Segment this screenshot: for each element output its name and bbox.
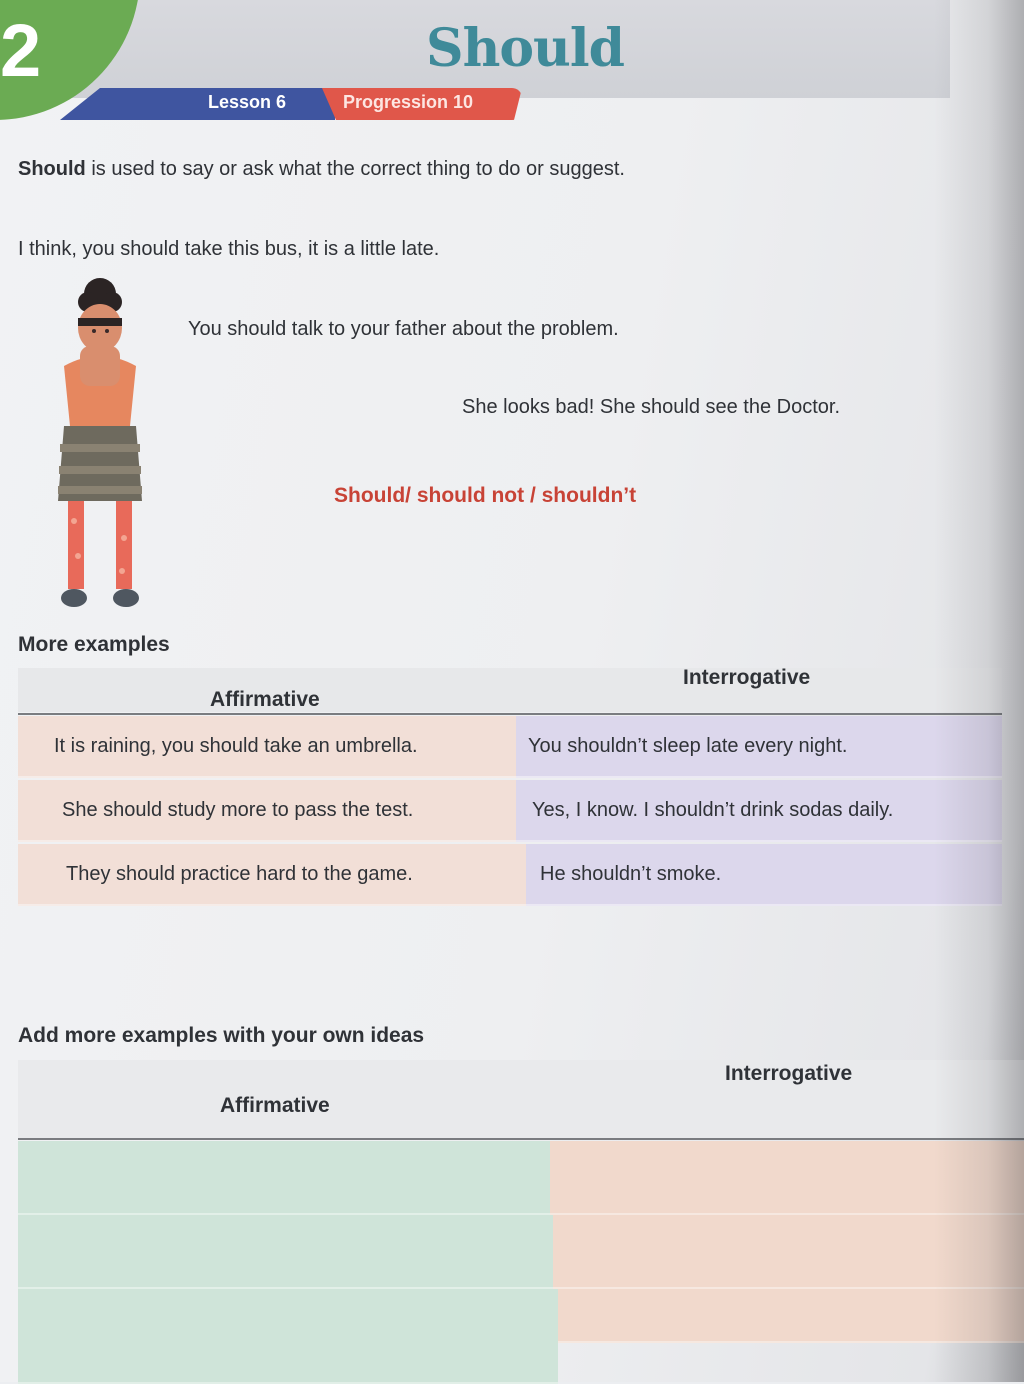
table-cell-affirmative: She should study more to pass the test. <box>18 780 516 842</box>
own-affirmative-header: Affirmative <box>220 1094 330 1117</box>
table-cell-interrogative: Yes, I know. I shouldn’t drink sodas daily. <box>516 780 1002 842</box>
header-rule <box>18 713 1002 715</box>
unit-number: 2 <box>0 9 42 92</box>
affirmative-header: Affirmative <box>210 688 320 711</box>
page-title: Should <box>426 18 624 79</box>
own-table-header-row <box>18 1060 1024 1138</box>
interrogative-header: Interrogative <box>683 666 811 689</box>
own-cell-affirmative[interactable] <box>18 1141 550 1215</box>
should-forms: Should/ should not / shouldn’t <box>334 484 637 507</box>
intro-bold-word: Should <box>18 158 86 180</box>
own-header-rule <box>18 1138 1024 1140</box>
table-header-row <box>18 668 1002 712</box>
own-cell-affirmative[interactable] <box>18 1289 558 1384</box>
progression-label: Progression 10 <box>343 92 474 112</box>
lesson-ribbon <box>60 88 335 120</box>
page-shadow <box>934 0 1024 1382</box>
intro-rest: is used to say or ask what the correct thing to do or suggest. <box>85 158 625 180</box>
own-cell-affirmative[interactable] <box>18 1215 553 1289</box>
own-interrogative-header: Interrogative <box>725 1062 853 1085</box>
lesson-label: Lesson 6 <box>208 92 287 112</box>
example-line-1: I think, you should take this bus, it is a little late. <box>18 238 440 260</box>
example-line-3: She looks bad! She should see the Doctor. <box>462 396 841 418</box>
table-cell-interrogative: He shouldn’t smoke. <box>526 844 1002 906</box>
girl-illustration <box>50 276 160 616</box>
table-cell-affirmative: It is raining, you should take an umbrella. <box>18 716 516 778</box>
example-line-2: You should talk to your father about the problem. <box>188 318 619 340</box>
more-examples-heading: More examples <box>18 633 170 656</box>
table-cell-affirmative: They should practice hard to the game. <box>18 844 526 906</box>
own-ideas-heading: Add more examples with your own ideas <box>18 1024 425 1047</box>
intro-sentence <box>18 158 625 181</box>
table-cell-interrogative: You shouldn’t sleep late every night. <box>516 716 1002 778</box>
